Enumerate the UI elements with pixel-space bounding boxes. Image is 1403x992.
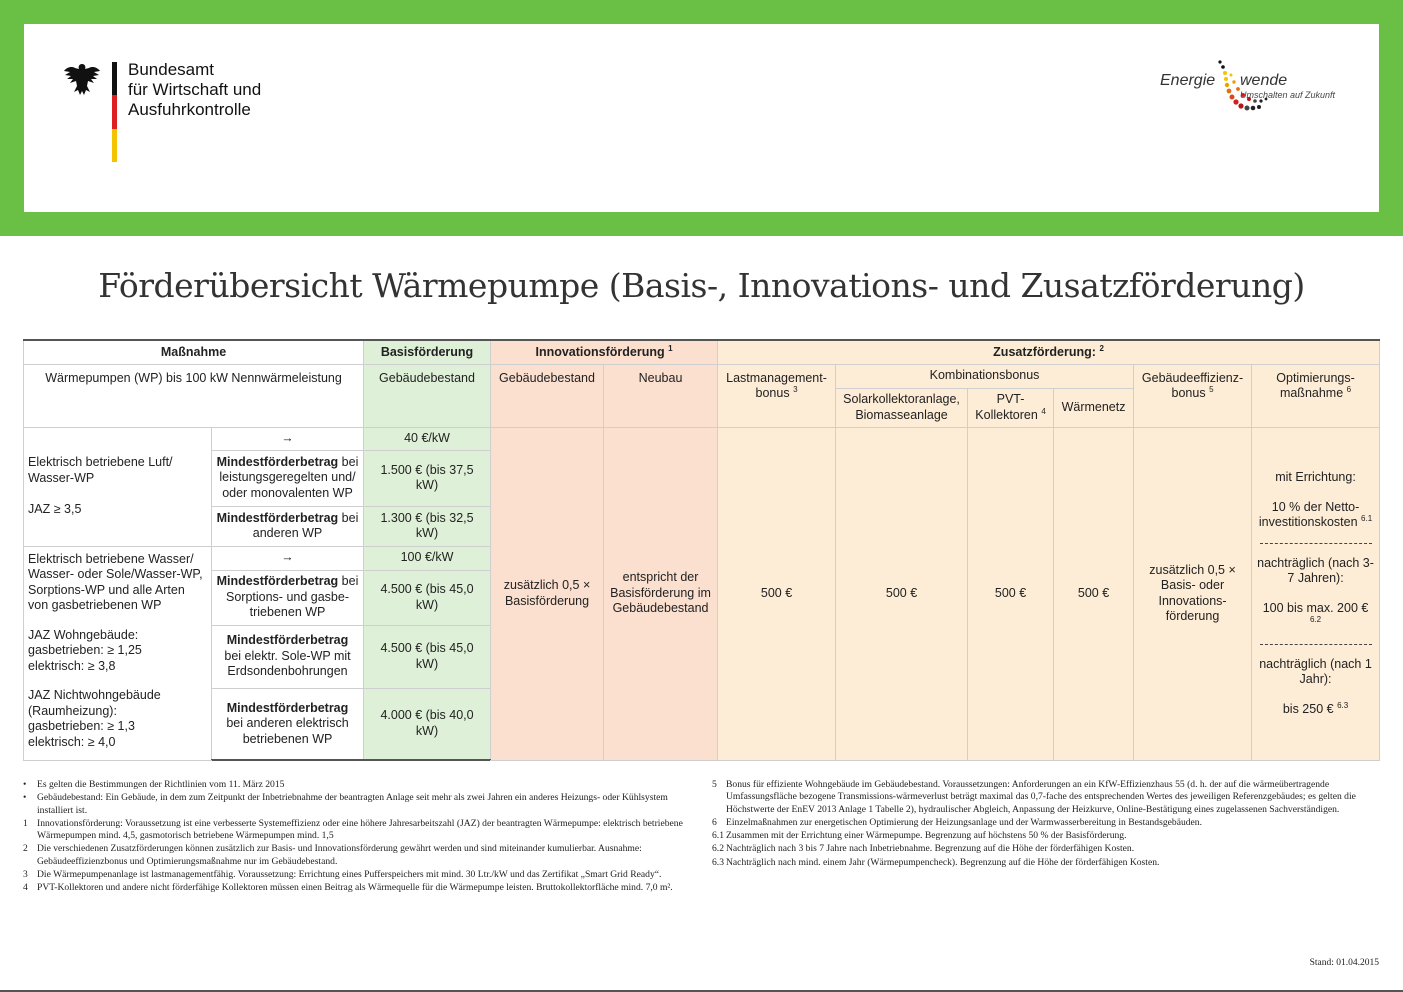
row-description: Mindestförderbetrag bei leistungsgeregelten und/ oder monovalenten WP xyxy=(212,450,364,506)
eagle-icon xyxy=(62,60,102,100)
footnote: • Gebäudebestand: Ein Gebäude, in dem zum Zeitpunkt der Inbetriebnahme der beantragten Anlage seit mehr als zwei Jahren ein anderes Heizungs- oder Kühlsystem installiert ist. xyxy=(23,792,668,816)
footnote: 6 Einzelmaßnahmen zur energetischen Optimierung der Heizungsanlage und der Warmwasserbereitung in Bestandsgebäuden. xyxy=(712,816,1203,828)
group2-jaz-2: gasbetrieben: ≥ 1,25 xyxy=(28,643,142,657)
group2-jaz-6: elektrisch: ≥ 4,0 xyxy=(28,734,116,749)
header-row-1 xyxy=(24,340,1380,364)
subheader-kombinationsbonus: Kombinationsbonus xyxy=(836,364,1134,388)
waermenetz-value: 500 € xyxy=(1054,427,1134,760)
group2-jaz-1: JAZ Wohngebäude: xyxy=(28,627,139,642)
basis-value: 40 €/kW xyxy=(364,427,491,450)
subheader-basis-bestand: Gebäudebestand xyxy=(364,364,491,427)
footnote: 6.1 Zusammen mit der Errichtung einer Wärmepumpe. Begrenzung auf höchstens 50 % der Basisförderung. xyxy=(712,830,1127,842)
header-massnahme: Maßnahme xyxy=(24,340,364,364)
footnote: 3 Die Wärmepumpenanlage ist lastmanagementfähig. Voraussetzung: Errichtung eines Pufferspeichers mit mind. 30 Ltr./kW und das Zertifikat „Smart Grid Ready“. xyxy=(23,869,662,881)
group2-label-cell xyxy=(24,546,212,760)
opt1-label: mit Errichtung: xyxy=(1275,470,1356,484)
divider xyxy=(1260,644,1372,645)
basis-value: 1.300 € (bis 32,5 kW) xyxy=(364,506,491,546)
subheader-optimierung: Optimierungs-maßnahme $^6$ xyxy=(1252,364,1380,427)
header-innovationsfoerderung: Innovationsförderung $^1$ xyxy=(491,340,718,364)
footnotes-right xyxy=(712,779,1379,870)
table-row xyxy=(24,427,1380,450)
footnote: 5 Bonus für effiziente Wohngebäude im Gebäudebestand. Voraussetzungen: Anforderungen an ein KfW-Effizienzhaus 55 (d. h. der auf die wärmeübertragende Umfassungsfläche bezogene Transmissions-wärmeverlust beträgt maximal das 0,7-fache des entsprechenden Wertes des jeweiligen Referenzgebäudes; es gelten die Höchstwerte der EnEV 2013 Anlage 1 Tabelle 2), hydraulischer Abgleich, Anpassung der Heizkurve, Online-Bestätigung eines zugelassenen Sachverständigen. xyxy=(712,779,1356,815)
innov-neubau-value: entspricht der Basisförderung im Gebäudebestand xyxy=(604,427,718,760)
subheader-waermenetz: Wärmenetz xyxy=(1054,388,1134,427)
row-description: Mindestförderbetrag bei elektr. Sole-WP mit Erdsondenbohrungen xyxy=(212,625,364,688)
header-zusatzfoerderung: Zusatzförderung: $^2$ xyxy=(718,340,1380,364)
solar-value: 500 € xyxy=(836,427,968,760)
innov-bestand-value: zusätzlich 0,5 × Basisförderung xyxy=(491,427,604,760)
footnotes-left xyxy=(23,779,688,896)
group2-jaz-3: elektrisch: ≥ 3,8 xyxy=(28,658,116,673)
agency-line-2: für Wirtschaft und xyxy=(128,80,262,99)
pvt-value: 500 € xyxy=(968,427,1054,760)
group1-jaz: JAZ ≥ 3,5 xyxy=(28,502,82,517)
subheader-pvt: PVT-Kollektoren $^4$ xyxy=(968,388,1054,427)
basis-value: 4.000 € (bis 40,0 kW) xyxy=(364,688,491,760)
header-row-2 xyxy=(24,364,1380,388)
footnote: • Es gelten die Bestimmungen der Richtlinien vom 11. März 2015 xyxy=(23,779,285,790)
row-description: Mindestförderbetrag bei anderen WP xyxy=(212,506,364,546)
logo-word-energie: Energie xyxy=(1160,72,1216,89)
arrow-icon: → xyxy=(212,427,364,450)
group1-label-cell xyxy=(24,427,212,546)
stand-date: Stand: 01.04.2015 xyxy=(1309,958,1379,968)
lastmanagement-value: 500 € xyxy=(718,427,836,760)
basis-value: 4.500 € (bis 45,0 kW) xyxy=(364,570,491,625)
group2-jaz-4: JAZ Nichtwohngebäude (Raumheizung): xyxy=(28,688,161,718)
footnote: 6.3 Nachträglich nach mind. einem Jahr (Wärmepumpencheck). Begrenzung auf die Höhe der förderfähigen Kosten. xyxy=(712,856,1160,868)
basis-value: 1.500 € (bis 37,5 kW) xyxy=(364,450,491,506)
opt3-value: bis 250 € $^{6.3}$ xyxy=(1282,700,1349,716)
page-title: Förderübersicht Wärmepumpe (Basis-, Innovations- und Zusatzförderung) xyxy=(98,266,1305,305)
opt3-label: nachträglich (nach 1 Jahr): xyxy=(1259,656,1372,686)
footnote: 4 PVT-Kollektoren und andere nicht förderfähige Kollektoren müssen einen Beitrag als Wärmequelle für die Wärmepumpe leisten. Bruttokollektorfläche mind. 7,0 m². xyxy=(23,882,673,894)
agency-line-3: Ausfuhrkontrolle xyxy=(128,100,251,119)
subheader-solar-biomasse: Solarkollektoranlage, Biomasseanlage xyxy=(836,388,968,427)
group1-label: Elektrisch betriebene Luft/ Wasser-WP xyxy=(28,455,173,485)
agency-name xyxy=(128,60,261,120)
german-flag-stripe xyxy=(112,62,117,162)
opt2-label: nachträglich (nach 3-7 Jahren): xyxy=(1257,555,1374,585)
subheader-wp-range: Wärmepumpen (WP) bis 100 kW Nennwärmeleistung xyxy=(24,364,364,427)
funding-table xyxy=(23,339,1380,761)
subheader-innov-neubau: Neubau xyxy=(604,364,718,427)
footnote: 6.2 Nachträglich nach 3 bis 7 Jahre nach Inbetriebnahme. Begrenzung auf die Höhe der förderfähigen Kosten. xyxy=(712,843,1135,855)
divider xyxy=(1260,543,1372,544)
arrow-icon: → xyxy=(212,546,364,570)
footnote: 2 Die verschiedenen Zusatzförderungen können zusätzlich zur Basis- und Innovationsförderung gewährt werden und sind miteinander kumulierbar. Ausnahme: Gebäudeeffizienzbonus und Optimierungsmaßnahme nur im Gebäudebestand. xyxy=(23,843,642,867)
agency-line-1: Bundesamt xyxy=(128,60,214,79)
optimierung-value xyxy=(1252,427,1380,760)
energiewende-logo xyxy=(1158,58,1358,138)
basis-value: 100 €/kW xyxy=(364,546,491,570)
subheader-lastmanagement: Lastmanagement-bonus $^3$ xyxy=(718,364,836,427)
logo-tagline: Umschalten auf Zukunft xyxy=(1240,90,1336,100)
effizienz-value: zusätzlich 0,5 × Basis- oder Innovations-förderung xyxy=(1134,427,1252,760)
footnote: 1 Innovationsförderung: Voraussetzung ist eine verbesserte Systemeffizienz oder eine höhere Jahresarbeitszahl (JAZ) der beantragten Wärmepumpe: elektrisch betriebene Wärmepumpen mind. 4,5, gasmotorisch betriebene Wärmepumpen mind. 1,5 xyxy=(23,817,683,842)
row-description: Mindestförderbetrag bei Sorptions- und gasbe-triebenen WP xyxy=(212,570,364,625)
subheader-gebaeudeeffizienz: Gebäudeeffizienz-bonus $^5$ xyxy=(1134,364,1252,427)
subheader-innov-bestand: Gebäudebestand xyxy=(491,364,604,427)
header-basisfoerderung: Basisförderung xyxy=(364,340,491,364)
row-description: Mindestförderbetrag bei anderen elektrisch betriebenen WP xyxy=(212,688,364,760)
basis-value: 4.500 € (bis 45,0 kW) xyxy=(364,625,491,688)
group2-label: Elektrisch betriebene Wasser/ Wasser- oder Sole/Wasser-WP, Sorptions-WP und alle Arten von gasbetriebenen WP xyxy=(28,551,203,612)
logo-word-wende: wende xyxy=(1240,72,1288,89)
group2-jaz-5: gasbetrieben: ≥ 1,3 xyxy=(28,719,135,733)
opt1-value: 10 % der Netto-investitionskosten $^{6.1}$ xyxy=(1258,499,1373,529)
opt2-value: 100 bis max. 200 € $^{6.2}$ xyxy=(1262,600,1369,624)
